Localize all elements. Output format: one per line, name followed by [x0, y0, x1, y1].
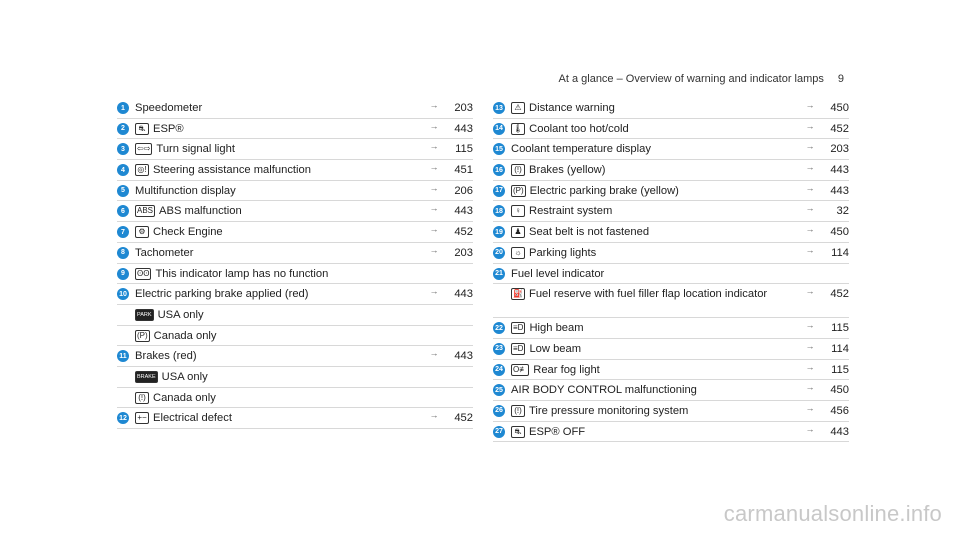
arrow-icon: → — [429, 120, 439, 131]
item-label-group — [135, 226, 425, 239]
arrow-icon: → — [429, 224, 439, 235]
item-label: Electric parking brake (yellow) — [529, 184, 679, 197]
item-number-badge: 15 — [493, 143, 505, 155]
item-label: Tire pressure monitoring system — [529, 404, 689, 417]
list-item — [493, 98, 849, 119]
item-label: Multifunction display — [135, 184, 236, 197]
item-number-badge: 25 — [493, 384, 505, 396]
item-label-group — [511, 164, 801, 177]
list-item — [117, 367, 473, 388]
arrow-icon: → — [805, 320, 815, 331]
page-reference-link[interactable]: 206 — [454, 184, 473, 197]
item-number-badge: 3 — [117, 143, 129, 155]
list-item — [117, 181, 473, 202]
item-label: Turn signal light — [156, 143, 235, 156]
item-label-group — [511, 185, 801, 198]
brake-yellow-icon: (!) — [511, 164, 525, 176]
item-label: Speedometer — [135, 102, 203, 114]
item-label: Brakes (red) — [135, 350, 197, 363]
item-number-badge: 5 — [117, 185, 129, 197]
item-label: Coolant too hot/cold — [529, 122, 629, 135]
item-label: Distance warning — [529, 102, 615, 114]
item-label-group — [135, 247, 425, 260]
item-number-badge: 6 — [117, 205, 129, 217]
page-header — [559, 73, 844, 85]
item-label: Electrical defect — [153, 412, 232, 425]
item-label: Electric parking brake applied (red) — [135, 288, 309, 301]
list-item — [117, 388, 473, 409]
page-reference-link[interactable]: 114 — [831, 246, 849, 259]
arrow-icon: → — [429, 203, 439, 214]
item-label: Tachometer — [135, 246, 194, 259]
item-number-badge: 17 — [493, 185, 505, 197]
item-label-group — [511, 226, 801, 239]
item-number-badge: 18 — [493, 205, 505, 217]
item-number-badge: 2 — [117, 123, 129, 135]
arrow-icon: → — [429, 182, 439, 193]
arrow-icon: → — [805, 340, 815, 351]
page-reference-link[interactable]: 115 — [831, 363, 849, 376]
item-label: Coolant temperature display — [511, 143, 651, 156]
arrow-icon: → — [805, 361, 815, 372]
list-item — [493, 222, 849, 243]
arrow-icon: → — [429, 348, 439, 359]
page-reference-link[interactable]: 443 — [454, 350, 473, 363]
item-label-group — [511, 123, 801, 136]
arrow-icon: → — [429, 100, 439, 110]
item-label-group — [511, 268, 801, 281]
item-label: ESP® — [153, 122, 184, 135]
arrow-icon: → — [805, 120, 815, 131]
list-item — [117, 119, 473, 140]
page-reference-link[interactable]: 451 — [454, 164, 473, 177]
item-number-badge: 13 — [493, 102, 505, 114]
section-title: At a glance – Overview of warning and indicator lamps — [558, 73, 824, 85]
item-label-group — [511, 288, 801, 301]
item-number-badge — [117, 371, 129, 383]
item-label-group — [511, 247, 801, 260]
item-label-group — [511, 426, 801, 439]
page-reference-link[interactable]: 443 — [454, 205, 473, 218]
battery-icon: +− — [135, 412, 149, 424]
list-item — [117, 326, 473, 347]
item-number-badge: 11 — [117, 350, 129, 362]
item-label: Brakes (yellow) — [529, 164, 606, 177]
item-label: Canada only — [153, 329, 217, 342]
page-reference-link[interactable]: 443 — [830, 164, 849, 177]
list-item — [493, 181, 849, 202]
arrow-icon: → — [805, 244, 815, 255]
item-label: This indicator lamp has no function — [155, 267, 329, 280]
list-item — [117, 222, 473, 243]
item-label-group — [511, 205, 801, 218]
page-reference-link[interactable]: 443 — [830, 425, 849, 438]
list-item — [493, 380, 849, 401]
item-number-badge: 7 — [117, 226, 129, 238]
parking-lights-icon: ☼ — [511, 247, 525, 259]
list-item — [493, 160, 849, 181]
item-number-badge — [117, 309, 129, 321]
item-label: Canada only — [153, 391, 216, 404]
page-reference-link[interactable]: 450 — [830, 102, 849, 114]
page-reference-link[interactable]: 452 — [830, 122, 849, 135]
list-item — [493, 318, 849, 339]
page-reference-link[interactable]: 203 — [454, 246, 473, 259]
item-label-group — [135, 330, 425, 343]
page-reference-link[interactable]: 114 — [831, 342, 849, 355]
arrow-icon: → — [429, 162, 439, 173]
list-item — [493, 360, 849, 381]
item-label: AIR BODY CONTROL malfunctioning — [511, 384, 697, 397]
item-number-badge: 19 — [493, 226, 505, 238]
item-label-group — [135, 288, 425, 301]
item-label-group — [135, 143, 425, 156]
page-number: 9 — [837, 73, 844, 85]
list-item — [117, 201, 473, 222]
parking-brake-icon: (P) — [137, 330, 148, 340]
arrow-icon: → — [805, 224, 815, 235]
check-engine-icon: ⚙ — [135, 226, 149, 238]
page-reference-link[interactable]: 452 — [830, 288, 849, 301]
item-label-group — [511, 343, 801, 356]
list-item — [493, 339, 849, 360]
item-label: ESP® OFF — [529, 425, 586, 438]
item-label: Rear fog light — [533, 363, 600, 376]
page-reference-link[interactable]: 450 — [830, 384, 849, 397]
rear-fog-light-icon: O≢ — [513, 364, 528, 374]
page-reference-link[interactable]: 450 — [830, 226, 849, 239]
arrow-icon: → — [429, 244, 439, 255]
steering-assistance-icon: ◎! — [135, 164, 149, 176]
item-label-group — [511, 102, 801, 115]
item-label: Parking lights — [529, 246, 597, 259]
item-label-group — [135, 205, 425, 218]
high-beam-icon: ≡D — [513, 323, 524, 333]
seat-belt-icon: ♟ — [511, 226, 525, 238]
item-label: Fuel level indicator — [511, 267, 605, 280]
restraint-system-icon: ♀ — [511, 205, 525, 217]
list-item — [117, 346, 473, 367]
page-reference-link[interactable]: 115 — [831, 322, 849, 335]
esp-off-icon: ⛐ — [511, 426, 525, 438]
item-number-badge: 20 — [493, 247, 505, 259]
item-label-group — [135, 392, 425, 405]
arrow-icon: → — [805, 182, 815, 193]
item-number-badge: 23 — [493, 343, 505, 355]
item-number-badge: 14 — [493, 123, 505, 135]
page-reference-link[interactable]: 452 — [454, 226, 473, 239]
page-reference-link[interactable]: 452 — [454, 412, 473, 425]
list-item — [493, 401, 849, 422]
item-number-badge — [117, 392, 129, 404]
item-label-group — [135, 268, 425, 281]
watermark: carmanualsonline.info — [723, 501, 942, 526]
item-number-badge — [493, 288, 505, 300]
list-item — [493, 264, 849, 285]
item-label-group — [511, 384, 801, 397]
no-function-lamp-icon: ʘʘ — [137, 268, 150, 278]
item-label: Low beam — [529, 342, 582, 355]
item-number-badge — [117, 330, 129, 342]
item-number-badge: 21 — [493, 268, 505, 280]
page-reference-link[interactable]: 203 — [454, 102, 473, 114]
item-label-group — [135, 123, 425, 136]
page-reference-link[interactable]: 456 — [830, 404, 849, 417]
item-label-group — [511, 143, 801, 156]
list-item — [117, 98, 473, 119]
arrow-icon: → — [805, 382, 815, 393]
distance-warning-icon: ⚠ — [511, 102, 525, 114]
item-number-badge: 8 — [117, 247, 129, 259]
arrow-icon: → — [805, 100, 815, 110]
item-label: ABS malfunction — [159, 205, 242, 218]
list-item — [117, 284, 473, 305]
tire-pressure-icon: (!) — [511, 405, 525, 417]
page-reference-link[interactable]: 443 — [830, 184, 849, 197]
arrow-icon: → — [429, 410, 439, 421]
fuel-reserve-icon: ⛽ — [511, 288, 525, 300]
item-number-badge: 4 — [117, 164, 129, 176]
item-label-group — [135, 412, 425, 425]
item-label-group — [135, 371, 425, 384]
arrow-icon: → — [805, 423, 815, 434]
list-item — [493, 119, 849, 140]
page-reference-link[interactable]: 115 — [455, 143, 473, 156]
item-label: Steering assistance malfunction — [153, 164, 311, 177]
turn-signal-icon: ⇦⇨ — [137, 144, 151, 154]
item-label: Fuel reserve with fuel filler flap location indicator — [529, 288, 768, 301]
brake-icon: BRAKE — [135, 371, 158, 383]
abs-icon: ABS — [137, 206, 154, 216]
list-item — [117, 243, 473, 264]
arrow-icon: → — [429, 286, 439, 297]
item-label-group — [135, 102, 425, 115]
list-item — [117, 264, 473, 285]
item-number-badge: 22 — [493, 322, 505, 334]
park-icon: PARK — [135, 309, 154, 321]
item-label: Restraint system — [529, 205, 613, 218]
list-item — [117, 305, 473, 326]
arrow-icon: → — [805, 162, 815, 173]
item-label-group — [511, 322, 801, 335]
arrow-icon: → — [805, 141, 815, 152]
item-label: USA only — [157, 308, 204, 321]
right-column — [493, 98, 849, 442]
page-reference-link[interactable]: 203 — [830, 143, 849, 156]
coolant-icon: 🌡 — [513, 123, 524, 133]
page-reference-link[interactable]: 32 — [836, 205, 849, 218]
list-item — [117, 408, 473, 429]
list-item — [493, 243, 849, 264]
item-label: Check Engine — [153, 226, 223, 239]
esp-icon: ⛐ — [135, 123, 149, 135]
parking-brake-yellow-icon: (P) — [513, 185, 524, 195]
list-item — [493, 284, 849, 318]
list-item — [117, 160, 473, 181]
page-reference-link[interactable]: 443 — [454, 288, 473, 301]
list-item — [493, 422, 849, 443]
item-label: Seat belt is not fastened — [529, 226, 650, 239]
arrow-icon: → — [429, 141, 439, 152]
arrow-icon: → — [805, 402, 815, 413]
item-number-badge: 12 — [117, 412, 129, 424]
item-number-badge: 16 — [493, 164, 505, 176]
list-item — [493, 139, 849, 160]
item-number-badge: 24 — [493, 364, 505, 376]
item-label: USA only — [161, 370, 208, 383]
item-number-badge: 9 — [117, 268, 129, 280]
low-beam-icon: ≡D — [513, 343, 524, 353]
item-label-group — [511, 364, 801, 377]
item-number-badge: 26 — [493, 405, 505, 417]
item-number-badge: 27 — [493, 426, 505, 438]
item-label-group — [511, 405, 801, 418]
item-label-group — [135, 350, 425, 363]
arrow-icon: → — [805, 203, 815, 214]
brake-warning-icon: (!) — [135, 392, 149, 404]
list-item — [493, 201, 849, 222]
item-number-badge: 10 — [117, 288, 129, 300]
item-label: High beam — [529, 322, 584, 335]
page-reference-link[interactable]: 443 — [454, 122, 473, 135]
list-item — [117, 139, 473, 160]
item-label-group — [135, 185, 425, 198]
item-number-badge: 1 — [117, 102, 129, 114]
arrow-icon: → — [805, 286, 815, 297]
left-column — [117, 98, 473, 429]
item-label-group — [135, 164, 425, 177]
item-label-group — [135, 309, 425, 322]
